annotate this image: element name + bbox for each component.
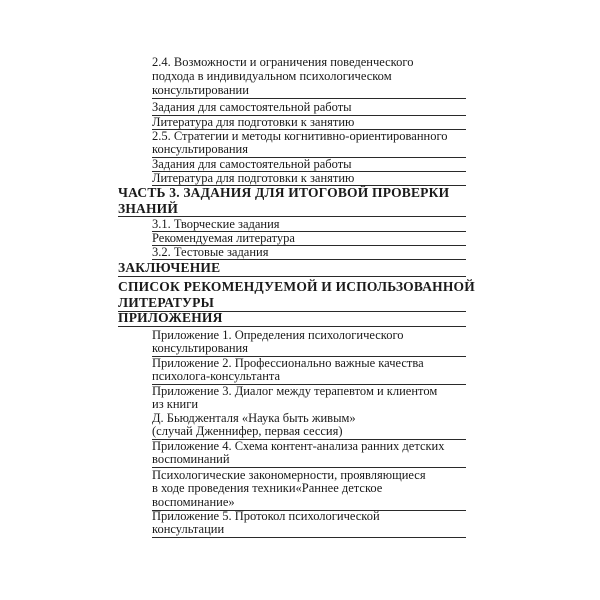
toc-entry-title-line: Приложение 4. Схема контент-анализа ранних детских	[152, 439, 445, 453]
toc-entry-title-line: консультирования	[152, 142, 248, 156]
toc-entry-title-line: консультации	[152, 522, 225, 536]
toc-entry-title-line: Рекомендуемая литература	[152, 231, 295, 245]
toc-entry-title-line: из книги	[152, 397, 199, 411]
toc-entry-title-line: психолога-консультанта	[152, 369, 281, 383]
toc-entry-title-line: 3.2. Тестовые задания	[152, 245, 269, 259]
toc-entry-title-line: в ходе проведения техники«Раннее детское	[152, 481, 383, 495]
toc-entry-title-line: Приложение 1. Определения психологического	[152, 328, 404, 342]
toc-section-title-line: ПРИЛОЖЕНИЯ	[118, 310, 223, 325]
toc-entry-underline	[152, 98, 466, 99]
toc-entry-title-line: Литература для подготовки к занятию	[152, 171, 355, 185]
toc-entry-title-line: Задания для самостоятельной работы	[152, 157, 352, 171]
toc-entry-title-line: Литература для подготовки к занятию	[152, 115, 355, 129]
toc-entry-title-line: воспоминаний	[152, 452, 230, 466]
toc-entry-title-line: воспоминание»	[152, 495, 235, 509]
toc-entry-title-line: (случай Дженнифер, первая сессия)	[152, 424, 343, 438]
toc-entry-title-line: Приложение 2. Профессионально важные качества	[152, 356, 424, 370]
toc-entry-title-line: Приложение 3. Диалог между терапевтом и клиентом	[152, 384, 438, 398]
toc-entry-title-line: Психологические закономерности, проявляющиеся	[152, 468, 426, 482]
toc-section-underline	[118, 276, 466, 277]
toc-entry-title-line: Приложение 5. Протокол психологической	[152, 509, 380, 523]
toc-section-title-line: СПИСОК РЕКОМЕНДУЕМОЙ И ИСПОЛЬЗОВАННОЙ	[118, 279, 475, 294]
toc-entry-underline	[152, 537, 466, 538]
toc-section-title-line: ЗНАНИЙ	[118, 201, 179, 216]
toc-entry-title-line: подхода в индивидуальном психологическом	[152, 69, 392, 83]
toc-entry-title-line: 2.4. Возможности и ограничения поведенческого	[152, 55, 414, 69]
toc-entry-title-line: Д. Бьюдженталя «Наука быть живым»	[152, 411, 356, 425]
toc-entry-title-line: консультирования	[152, 341, 248, 355]
toc-section-underline	[118, 326, 466, 327]
toc-entry-title-line: 2.5. Стратегии и методы когнитивно-ориентированного	[152, 129, 448, 143]
toc-entry-title-line: консультировании	[152, 83, 249, 97]
toc-section-title-line: ЧАСТЬ 3. ЗАДАНИЯ ДЛЯ ИТОГОВОЙ ПРОВЕРКИ	[118, 185, 450, 200]
toc-section-title-line: ЗАКЛЮЧЕНИЕ	[118, 260, 221, 275]
toc-section-title-line: ЛИТЕРАТУРЫ	[118, 295, 215, 310]
toc-entry-title-line: Задания для самостоятельной работы	[152, 100, 352, 114]
toc-entry-title-line: 3.1. Творческие задания	[152, 217, 280, 231]
